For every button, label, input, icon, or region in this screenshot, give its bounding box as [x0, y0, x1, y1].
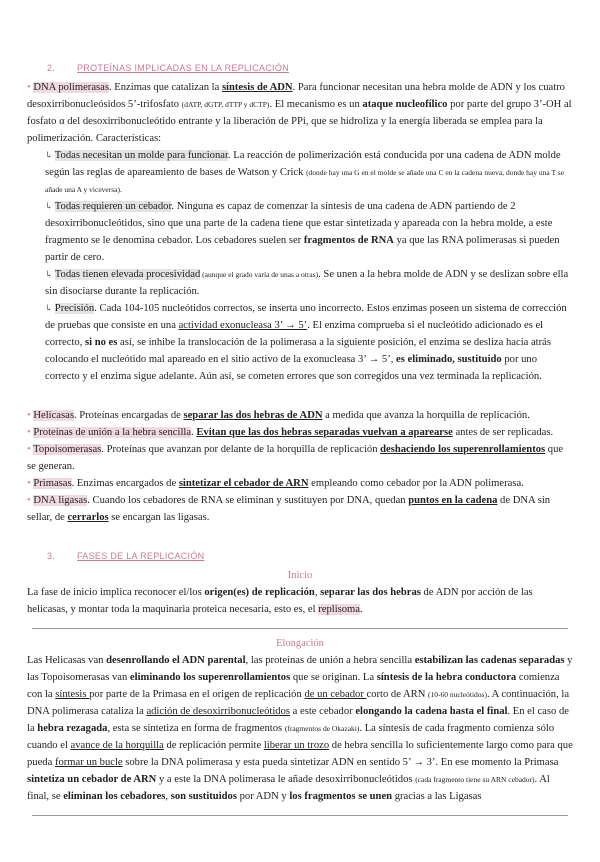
text-run: de DNA sin sellar, de	[27, 495, 551, 523]
bold-text: elongando la cadena hasta el final	[355, 706, 508, 717]
bullet-icon: •	[27, 82, 34, 93]
underlined-text: avance de la horquilla	[70, 740, 164, 751]
protein-item	[27, 475, 573, 492]
bold-text: eliminando los superenrollamientos	[129, 672, 291, 683]
bold-text: eliminan los cebadores	[63, 791, 166, 802]
inicio-paragraph	[27, 584, 573, 618]
underlined-text: de un cebador	[304, 689, 367, 700]
feature-item	[27, 147, 573, 198]
feature-item	[27, 266, 573, 300]
text-run: . Cada 104-105 nucleótidos correctos, se inserta uno incorrecto. Estos enzimas poseen un sistema de corrección de pruebas que consiste en una	[45, 303, 567, 331]
text-run: de hebra sencilla lo suficientemente largo como para que pueda	[27, 740, 573, 768]
highlighted-feature: Todas necesitan un molde para funcionar	[54, 150, 228, 161]
elongacion-section	[27, 652, 573, 805]
bold-underlined-text: sintetizar el cebador de ARN	[178, 478, 309, 489]
text-run: por parte del grupo 3’-OH al fosfato α del desoxirribonucleótido entrante y la liberación de PPi, que se hidroliza y la energía liberada se emplea para la polimerización. Características:	[27, 99, 572, 144]
protein-item	[27, 492, 573, 526]
underlined-text: liberar un trozo	[263, 740, 330, 751]
bold-underlined-text: deshaciendo los superenrollamientos	[380, 444, 546, 455]
inicio-section	[27, 584, 573, 618]
section-number: 2.	[47, 63, 56, 73]
text-run: La fase de inicio implica reconocer el/los	[27, 587, 205, 598]
bold-underlined-text: separar las dos hebras de ADN	[183, 410, 323, 421]
bold-underlined-text: puntos en la cadena	[408, 495, 498, 506]
text-run: . Al final, se	[27, 774, 550, 802]
text-run: ,	[165, 791, 171, 802]
text-run: . A continuación, la DNA polimerasa cataliza la	[27, 689, 570, 717]
text-run: . Proteínas que avanzan por delante de la horquilla de replicación	[101, 444, 381, 455]
dna-polymerases-section	[27, 79, 573, 385]
text-run: y las Topoisomerasas van	[27, 655, 573, 683]
arrow-icon: ↳	[45, 201, 55, 211]
arrow-icon: ↳	[45, 303, 55, 313]
section-heading-2	[27, 60, 573, 77]
highlighted-term: Primasas	[33, 478, 72, 489]
text-run: ya que las RNA polimerasas si pueden partir de cero.	[45, 235, 560, 263]
section-title: PROTEÍNAS IMPLICADAS EN LA REPLICACIÓN	[77, 63, 289, 73]
text-run: . El enzima comprueba si el nucleótido adicionado es el correcto,	[45, 320, 544, 348]
feature-item	[27, 300, 573, 385]
text-run: . Ninguna es capaz de comenzar la síntesis de una cadena de ADN partiendo de 2 desoxirribonucleótidos, sino que una parte de la cadena tiene que estar sintetizada y apareada con la hebra molde, a este fragmento se le denomina cebador. Los cebadores suelen ser	[45, 201, 553, 246]
protein-item	[27, 441, 573, 475]
divider	[32, 815, 568, 816]
highlighted-term: DNA ligasas	[33, 495, 88, 506]
text-run: por parte de la Primasa en el origen de replicación	[89, 689, 305, 700]
bold-underlined-text: Evitan que las dos hebras separadas vuelvan a aparearse	[196, 427, 453, 438]
text-run: Las Helicasas van	[27, 655, 107, 666]
protein-item	[27, 407, 573, 424]
bold-text: desenrollando el ADN parental	[106, 655, 246, 666]
text-run: . Cuando los cebadores de RNA se eliminan y sustituyen por DNA, quedan	[87, 495, 409, 506]
bullet-icon: •	[27, 495, 34, 506]
text-run: por ADN y	[236, 791, 290, 802]
text-run: . Enzimas encargados de	[71, 478, 179, 489]
text-run: . La síntesis de cada fragmento comienza sólo cuando el	[27, 723, 555, 751]
bullet-icon: •	[27, 427, 34, 438]
small-note: (donde hay una G en el molde se añade una C en la cadena nueva, donde hay una T se añade una A y viceversa).	[45, 168, 565, 194]
highlighted-term: Proteínas de unión a la hebra sencilla	[33, 427, 192, 438]
bold-underlined-text: síntesis de ADN	[221, 82, 293, 93]
subheading-elongacion: Elongación	[276, 638, 324, 649]
bold-text: síntesis de la hebra conductora	[376, 672, 517, 683]
divider	[32, 628, 568, 629]
text-run: . Para funcionar necesitan una hebra molde de ADN y los cuatro desoxirribonucleósidos 5’-trifosfato	[27, 82, 565, 110]
arrow-icon: ↳	[45, 269, 55, 279]
bold-text: es eliminado, sustituido	[396, 354, 502, 365]
highlighted-feature: Todas requieren un cebador	[54, 201, 172, 212]
bold-text: si no es	[85, 337, 118, 348]
highlighted-term: Topoisomerasas	[33, 444, 102, 455]
feature-item	[27, 198, 573, 266]
text-run: gracias a las Ligasas	[392, 791, 482, 802]
bold-text: los fragmentos se unen	[289, 791, 393, 802]
text-run: a medida que avanza la horquilla de replicación.	[322, 410, 530, 421]
text-run: que se originan. La	[290, 672, 377, 683]
text-run: . Proteínas encargadas de	[73, 410, 184, 421]
small-note: (aunque el grado varía de unas a otras)	[200, 270, 319, 279]
text-run: . Se unen a la hebra molde de ADN y se deslizan sobre ella sin disociarse durante la replicación.	[45, 269, 569, 297]
other-proteins-list	[27, 407, 573, 526]
elongacion-paragraph	[27, 652, 573, 805]
bullet-icon: •	[27, 444, 34, 455]
text-run: empleando como cebador por la ADN polimerasa.	[308, 478, 524, 489]
text-run: así, se inhibe la translocación de la polimerasa a la siguiente posición, el enzima se desliza hacia atrás colocando el nucleótido mal apareado en el sitio activo de la exonucleasa 3’ → 5’,	[45, 337, 551, 365]
subheading-inicio: Inicio	[287, 570, 313, 581]
section-title: FASES DE LA REPLICACIÓN	[77, 551, 205, 561]
features-list	[27, 147, 573, 385]
bold-text: fragmentos de RNA	[303, 235, 394, 246]
underlined-text: actividad exonucleasa 3’ → 5’	[178, 320, 308, 331]
text-run: antes de ser replicadas.	[452, 427, 554, 438]
highlighted-feature: Precisión	[54, 303, 95, 314]
small-note: (fragmentos de Okazaki)	[284, 724, 360, 733]
text-run: .	[191, 427, 197, 438]
text-run: , esta se sintetiza en forma de fragmentos	[107, 723, 285, 734]
text-run: . El mecanismo es un	[269, 99, 363, 110]
text-run: a este cebador	[290, 706, 356, 717]
bold-text: estabilizan las cadenas separadas	[414, 655, 565, 666]
text-run: de replicación permite	[163, 740, 264, 751]
text-run: corto de ARN	[366, 689, 428, 700]
bullet-icon: •	[27, 478, 34, 489]
arrow-icon: ↳	[45, 150, 55, 160]
section-heading-3	[27, 548, 573, 565]
text-run: , las proteínas de unión a hebra sencilla	[245, 655, 415, 666]
highlighted-term: DNA polimerasas	[33, 82, 109, 93]
text-run: . Enzimas que catalizan la	[108, 82, 222, 93]
bullet-icon: •	[27, 410, 34, 421]
text-run: por uno correcto y el enzima sigue adelante. Aún así, se cometen errores que son corregidos una vez terminada la replicación.	[45, 354, 542, 382]
highlighted-term: replisoma	[318, 604, 360, 615]
text-run: . En el caso de la	[27, 706, 569, 734]
section-number: 3.	[47, 551, 56, 561]
bold-text: separar las dos hebras	[320, 587, 421, 598]
dna-polymerases-paragraph	[27, 79, 573, 147]
text-run: .	[360, 604, 363, 615]
underlined-text: síntesis	[55, 689, 90, 700]
text-run: se encargan las ligasas.	[108, 512, 210, 523]
highlighted-term: Helicasas	[33, 410, 74, 421]
small-note: (10-60 nucleótidos)	[428, 690, 487, 699]
text-run: de ADN por acción de las helicasas, y montar toda la maquinaria proteica necesaria, esto es, el	[27, 587, 533, 615]
text-run: . La reacción de polimerización está conducida por una cadena de ADN molde según las reglas de apareamiento de bases de Watson y Crick	[45, 150, 561, 178]
bold-text: origen(es) de replicación	[204, 587, 315, 598]
text-run: ,	[314, 587, 321, 598]
small-note: (dATP, dGTP, dTTP y dCTP)	[181, 100, 270, 109]
small-note: (cada fragmento tiene su ARN cebador)	[415, 775, 535, 784]
text-run: sobre la DNA polimerasa y esta pueda sintetizar ADN en sentido 5’ → 3’. En ese momento la Primasa	[122, 757, 559, 768]
bold-text: sintetiza un cebador de ARN	[27, 774, 157, 785]
highlighted-feature: Todas tienen elevada procesividad	[54, 269, 201, 280]
text-run: y a este la DNA polimerasa le añade desoxirribonucleótidos	[156, 774, 416, 785]
bold-text: hebra rezagada	[37, 723, 108, 734]
text-run: que se generan.	[27, 444, 564, 472]
bold-underlined-text: cerrarlos	[67, 512, 109, 523]
text-run: comienza con la	[27, 672, 560, 700]
bold-text: son sustituidos	[170, 791, 237, 802]
bold-text: ataque nucleofílico	[362, 99, 448, 110]
underlined-text: formar un bucle	[54, 757, 123, 768]
protein-item	[27, 424, 573, 441]
underlined-text: adición de desoxirribonucleótidos	[146, 706, 291, 717]
